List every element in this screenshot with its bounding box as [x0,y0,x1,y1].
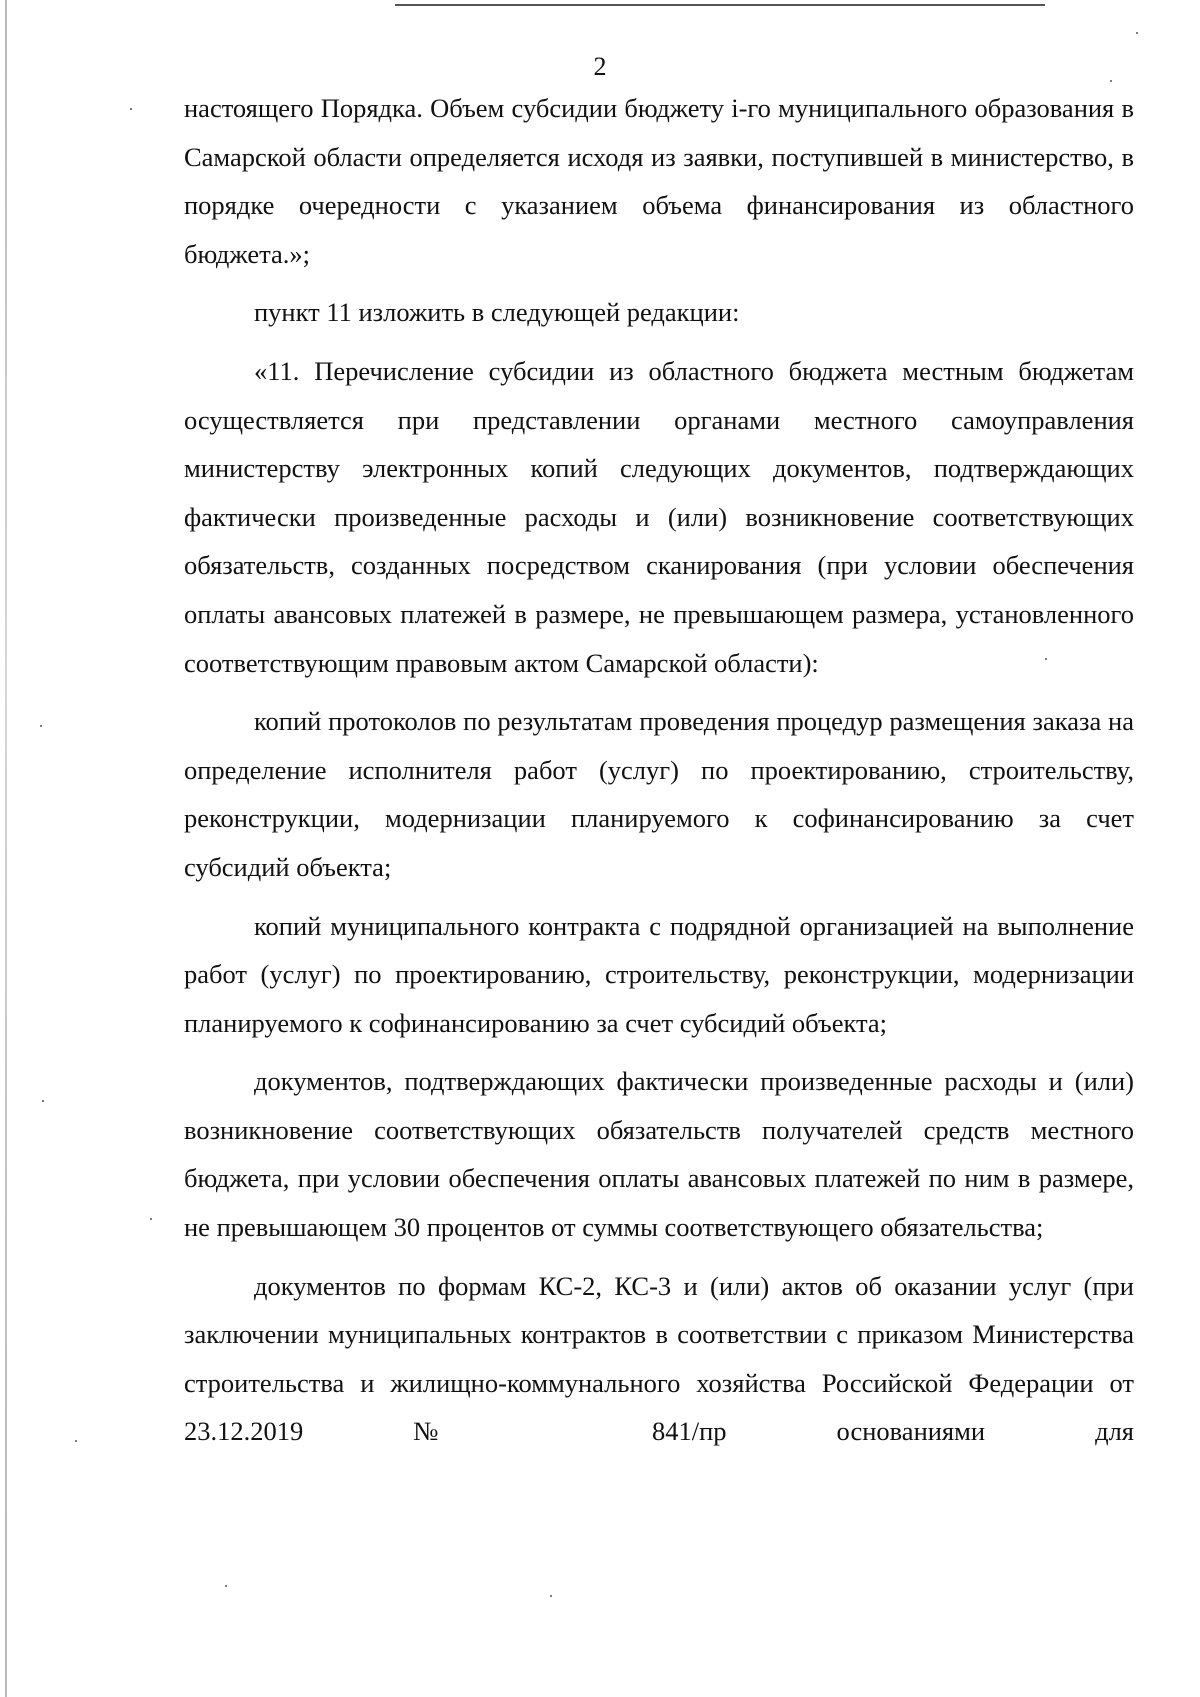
paragraph-continuation: настоящего Порядка. Объем субсидии бюджету i-го муниципального образования в Самарской области определяется исходя из заявки, поступившей в министерство, в порядке очередности с указанием объема финансирования из областного бюджета.»; [184,93,1134,269]
scan-speck [40,725,42,727]
scan-speck [1136,32,1138,34]
paragraph-protocols: копий протоколов по результатам проведения процедур размещения заказа на определение исполнителя работ (услуг) по проектированию, строительству, реконструкции, модернизации планируемого к софинансированию за счет субсидий объекта; [184,706,1134,882]
paragraph-clause-11: «11. Перечисление субсидии из областного бюджета местным бюджетам осуществляется при представлении органами местного самоуправления министерству электронных копий следующих документов, подтверждающих фактически произведенные расходы и (или) возникновение соответствующих обязательств, созданных посредством сканирования (при условии обеспечения оплаты авансовых платежей в размере, не превышающем размера, установленного соответствующим правовым актом Самарской области): [184,355,1134,678]
paragraph-instruction: пункт 11 изложить в следующей редакции: [254,297,740,328]
scan-speck [75,1440,77,1442]
scan-speck [150,1218,152,1220]
page-number: 2 [593,52,607,81]
scan-speck [42,1100,44,1102]
scan-speck [225,1585,227,1587]
top-edge-line [395,0,1045,6]
paragraph-contract: копий муниципального контракта с подрядной организацией на выполнение работ (услуг) по проектированию, строительству, реконструкции, модернизации планируемого к софинансированию за счет субсидий объекта; [184,910,1134,1038]
paragraph-ks-forms: документов по формам КС-2, КС-3 и (или) актов об оказании услуг (при заключении муниципальных контрактов в соответствии с приказом Министерства строительства и жилищно-коммунального хозяйства Российской Федерации от 23.12.2019 № 841/пр основаниями для [184,1270,1134,1447]
scan-speck [130,108,132,110]
scan-speck [1110,80,1112,82]
scan-speck [1045,658,1047,660]
left-scan-edge [5,0,7,1697]
scan-speck [550,1595,552,1597]
paragraph-expense-documents: документов, подтверждающих фактически произведенные расходы и (или) возникновение соответствующих обязательств получателей средств местного бюджета, при условии обеспечения оплаты авансовых платежей по ним в размере, не превышающем 30 процентов от суммы соответствующего обязательства; [184,1066,1134,1243]
document-body [184,84,1134,1456]
